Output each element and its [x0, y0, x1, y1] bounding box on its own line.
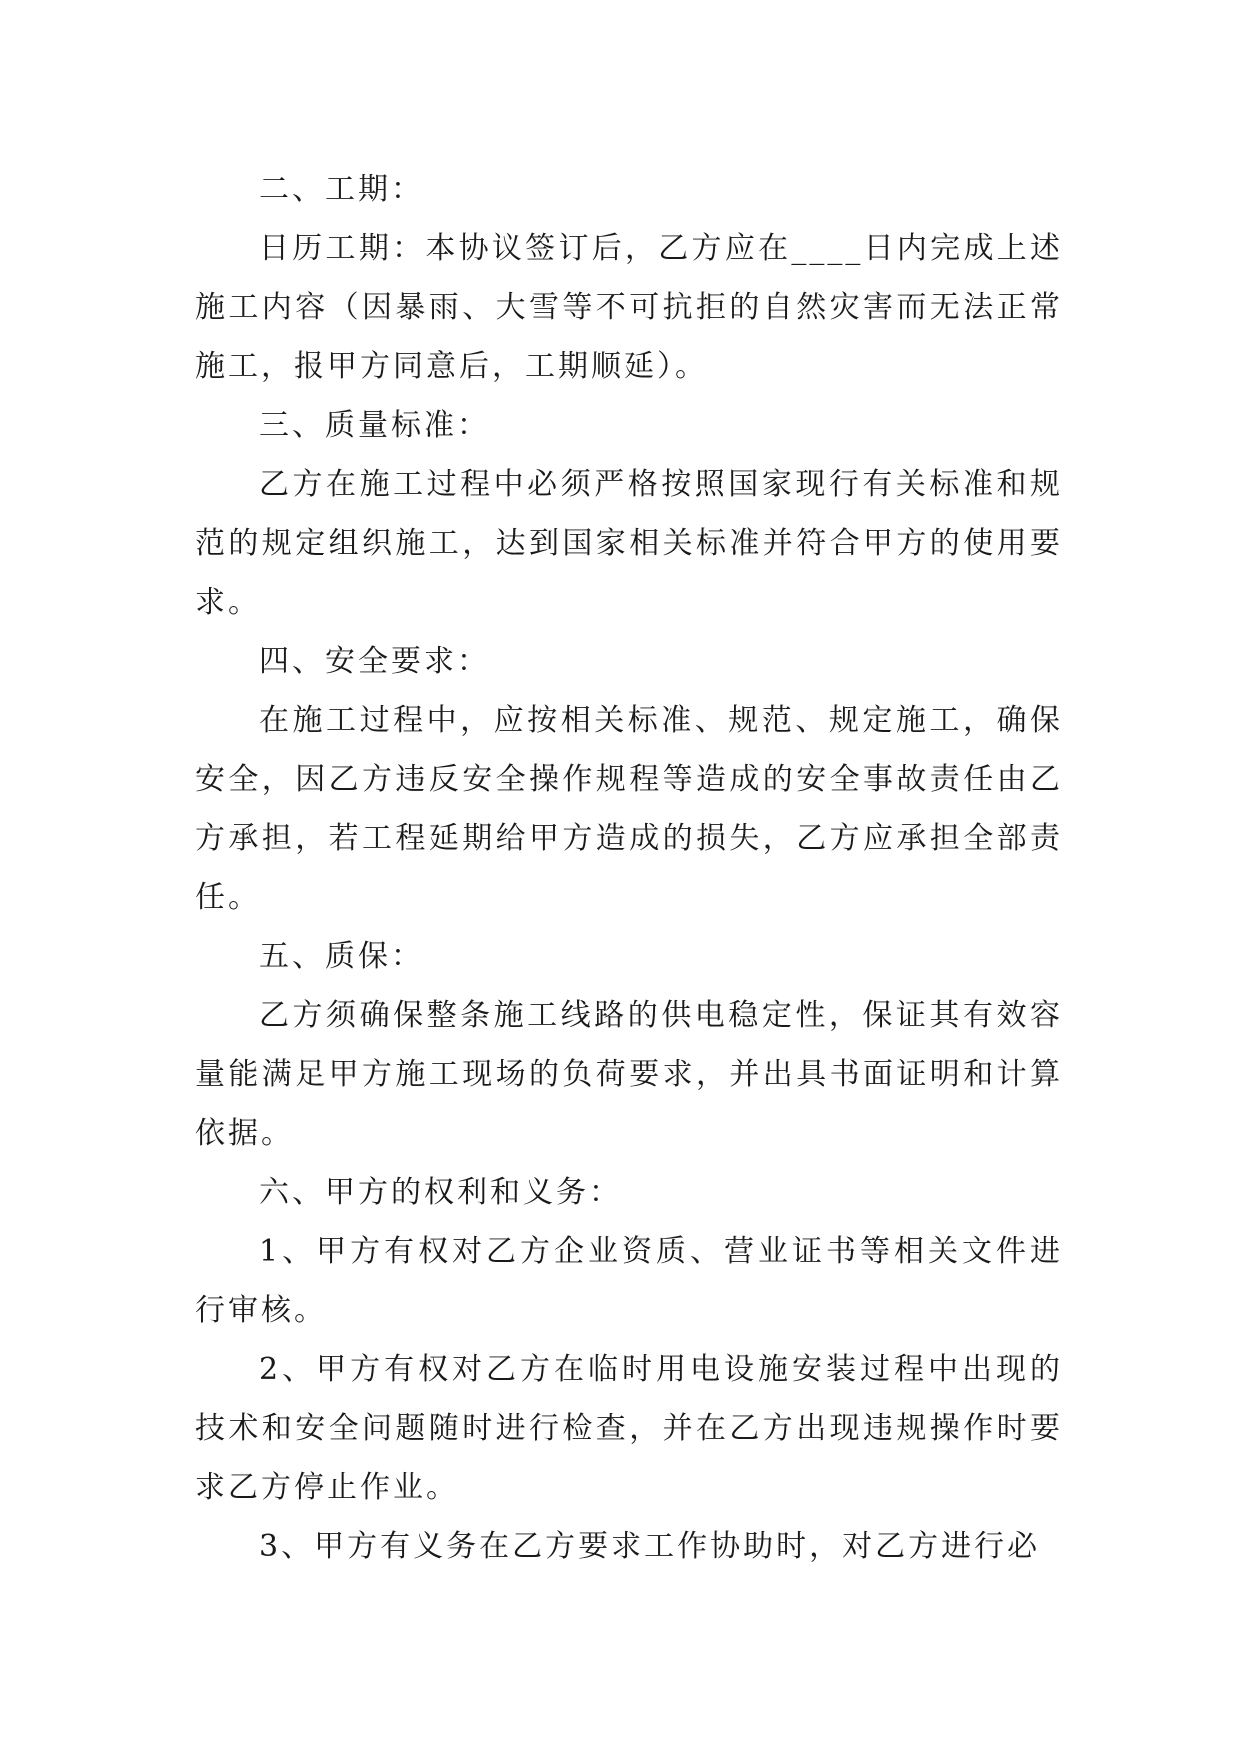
- document-body: [195, 160, 1063, 1576]
- paragraph-safety: 在施工过程中，应按相关标准、规范、规定施工，确保安全，因乙方违反安全操作规程等造成的安全事故责任由乙方承担，若工程延期给甲方造成的损失，乙方应承担全部责任。: [195, 703, 1063, 915]
- paragraph-warranty: 乙方须确保整条施工线路的供电稳定性，保证其有效容量能满足甲方施工现场的负荷要求，并出具书面证明和计算依据。: [195, 998, 1063, 1151]
- paragraph-quality: 乙方在施工过程中必须严格按照国家现行有关标准和规范的规定组织施工，达到国家相关标准并符合甲方的使用要求。: [195, 467, 1063, 620]
- paragraph-party-a-item-1: 1、甲方有权对乙方企业资质、营业证书等相关文件进行审核。: [195, 1234, 1063, 1328]
- section-heading-warranty: 五、质保：: [259, 939, 424, 974]
- section-heading-quality: 三、质量标准：: [259, 408, 490, 443]
- paragraph-party-a-item-3: 3、甲方有义务在乙方要求工作协助时，对乙方进行必: [259, 1529, 1041, 1564]
- section-heading-safety: 四、安全要求：: [259, 644, 490, 679]
- paragraph-schedule: 日历工期：本协议签订后，乙方应在____日内完成上述施工内容（因暴雨、大雪等不可抗拒的自然灾害而无法正常施工，报甲方同意后，工期顺延）。: [195, 231, 1063, 384]
- section-heading-schedule: 二、工期：: [259, 172, 424, 207]
- paragraph-party-a-item-2: 2、甲方有权对乙方在临时用电设施安装过程中出现的技术和安全问题随时进行检查，并在乙方出现违规操作时要求乙方停止作业。: [195, 1352, 1063, 1505]
- section-heading-party-a-rights: 六、甲方的权利和义务：: [259, 1175, 622, 1210]
